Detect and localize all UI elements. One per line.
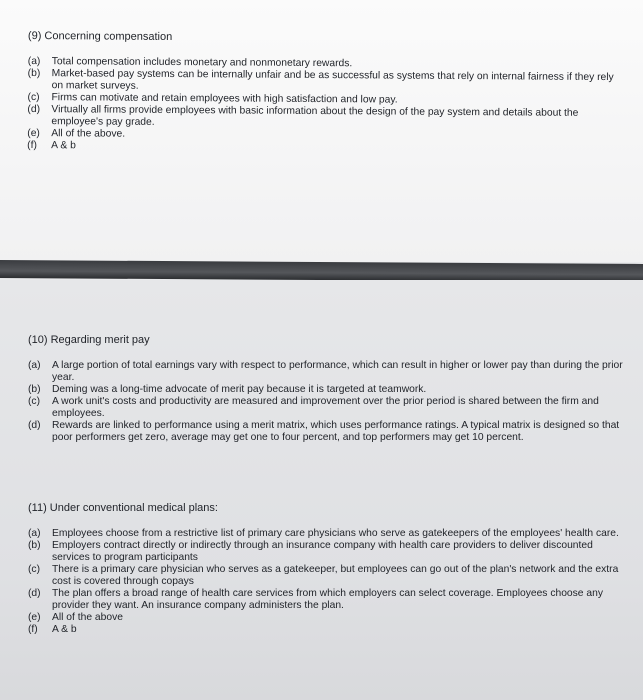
option-letter: (c) bbox=[28, 564, 41, 575]
option-letter: (b) bbox=[28, 540, 41, 551]
question-10-title: (10) Regarding merit pay bbox=[28, 334, 150, 346]
option-letter: (d) bbox=[28, 420, 41, 431]
option-letter: (a) bbox=[28, 360, 41, 371]
option-letter: (a) bbox=[27, 55, 41, 68]
option-d bbox=[28, 588, 625, 612]
option-text: Rewards are linked to performance using a merit matrix, which uses performance ratings. A typical matrix is designed so that poor performers get zero, average may get one to four percent, and top performers may get 10 percent. bbox=[52, 420, 620, 443]
option-text: A & b bbox=[52, 624, 77, 635]
option-letter: (a) bbox=[28, 528, 41, 539]
option-text: Virtually all firms provide employees with basic information about the design of the pay system and details about the employee's pay grade. bbox=[51, 104, 579, 128]
option-letter: (c) bbox=[27, 91, 40, 104]
option-f bbox=[28, 624, 625, 636]
option-text: All of the above bbox=[52, 612, 123, 623]
option-c bbox=[28, 564, 625, 588]
question-11-title: (11) Under conventional medical plans: bbox=[28, 502, 218, 514]
question-9-title: (9) Concerning compensation bbox=[27, 30, 173, 44]
option-e bbox=[28, 612, 625, 624]
option-text: A work unit's costs and productivity are measured and improvement over the prior period is shared between the firm and employees. bbox=[52, 396, 599, 419]
option-d bbox=[28, 420, 625, 444]
option-text: Employers contract directly or indirectly through an insurance company with health care providers to deliver discounted services to program participants bbox=[52, 540, 593, 563]
option-text: Deming was a long-time advocate of merit pay because it is targeted at teamwork. bbox=[52, 384, 427, 395]
page-divider bbox=[0, 260, 643, 282]
question-10 bbox=[28, 334, 625, 444]
option-text: A large portion of total earnings vary with respect to performance, which can result in higher or lower pay than during the prior year. bbox=[52, 360, 623, 383]
option-text: A & b bbox=[51, 140, 76, 152]
option-c bbox=[28, 396, 625, 420]
option-b bbox=[28, 540, 625, 564]
option-text: Total compensation includes monetary and nonmonetary rewards. bbox=[51, 56, 353, 70]
option-a bbox=[28, 360, 625, 384]
option-letter: (e) bbox=[27, 127, 40, 140]
option-letter: (b) bbox=[28, 384, 41, 395]
option-text: Firms can motivate and retain employees with high satisfaction and low pay. bbox=[51, 92, 398, 106]
option-text: There is a primary care physician who serves as a gatekeeper, but employees can go out of the plan's network and the extra cost is covered through copays bbox=[52, 564, 619, 587]
option-letter: (e) bbox=[28, 612, 41, 623]
option-letter: (f) bbox=[28, 624, 38, 635]
question-11 bbox=[28, 502, 625, 636]
option-text: Employees choose from a restrictive list of primary care physicians who serve as gatekeepers of the employees' health care. bbox=[52, 528, 619, 539]
option-letter: (d) bbox=[27, 103, 41, 116]
option-b bbox=[28, 384, 625, 396]
option-text: Market-based pay systems can be internally unfair and be as successful as systems that rely on internal fairness if they rely on market surveys. bbox=[51, 68, 614, 92]
option-letter: (c) bbox=[28, 396, 41, 407]
option-letter: (f) bbox=[27, 139, 37, 152]
question-9 bbox=[27, 30, 625, 156]
option-letter: (b) bbox=[27, 67, 41, 80]
option-text: All of the above. bbox=[51, 128, 126, 140]
option-a bbox=[28, 528, 625, 540]
option-text: The plan offers a broad range of health care services from which employers can select coverage. Employees choose any provider they want. An insurance company administers the plan. bbox=[52, 588, 603, 611]
option-letter: (d) bbox=[28, 588, 41, 599]
